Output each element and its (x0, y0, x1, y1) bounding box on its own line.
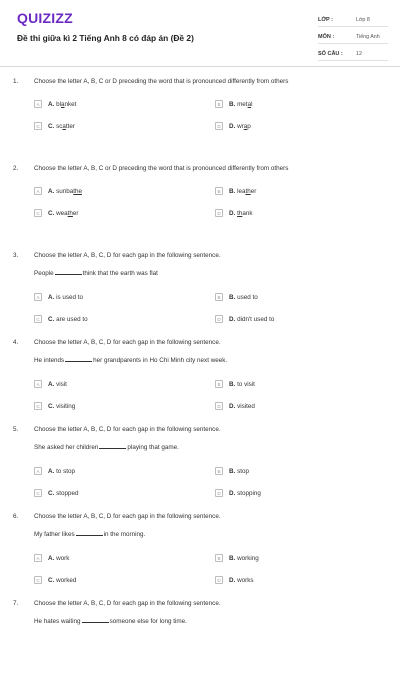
option-word-underlined: a (247, 100, 252, 108)
answer-option-a[interactable] (34, 465, 75, 477)
option-text (48, 316, 88, 323)
question-prompt: Choose the letter A, B, C, D for each gap in the following sentence. (34, 339, 221, 346)
option-letter: C. (48, 209, 55, 217)
option-word-pre: stopped (56, 489, 79, 497)
answer-option-b[interactable] (215, 98, 252, 110)
option-word-post: tter (65, 122, 75, 130)
option-word-pre: sc (56, 122, 63, 130)
question-number: 1. (13, 78, 19, 85)
meta-value: Lớp 8 (356, 16, 370, 23)
option-text (48, 294, 83, 301)
option-letter-box[interactable]: C (34, 402, 42, 410)
option-word-pre: to visit (237, 380, 255, 388)
option-word-pre: are used to (56, 315, 88, 323)
document-title: Đề thi giữa kì 2 Tiếng Anh 8 có đáp án (Đề 2) (17, 33, 194, 43)
option-word-post: nket (64, 100, 77, 108)
option-text (48, 555, 69, 562)
option-word-pre: is used to (56, 293, 84, 301)
option-word-post: er (250, 187, 257, 195)
question-prompt: Choose the letter A, B, C, D for each gap in the following sentence. (34, 513, 221, 520)
option-word-pre: work (56, 554, 70, 562)
option-letter: B. (229, 293, 236, 301)
option-letter-box[interactable]: A (34, 554, 42, 562)
question-sentence (34, 530, 145, 538)
option-word-pre: wr (237, 122, 244, 130)
question-item (0, 600, 400, 687)
sentence-before: She asked her children (34, 444, 99, 451)
option-letter-box[interactable]: C (34, 576, 42, 584)
option-text (48, 123, 75, 130)
option-text (48, 210, 79, 217)
option-word-pre: lea (237, 187, 246, 195)
option-text (229, 316, 274, 323)
option-word-underlined: a (62, 122, 66, 130)
option-word-pre: working (237, 554, 259, 562)
option-word-pre: used to (237, 293, 258, 301)
sentence-after: playing that game. (127, 444, 179, 451)
answer-option-b[interactable] (215, 465, 249, 477)
option-text (229, 381, 255, 388)
question-number: 6. (13, 513, 19, 520)
option-word-pre: stopping (237, 489, 261, 497)
option-text (48, 188, 82, 195)
answer-option-d[interactable] (215, 313, 274, 325)
answer-option-a[interactable] (34, 291, 83, 303)
answer-gap (65, 356, 92, 362)
option-text (229, 210, 252, 217)
meta-label: LỚP : (318, 16, 333, 23)
option-text (229, 101, 252, 108)
option-word-underlined: the (73, 187, 82, 195)
answer-gap (99, 443, 126, 449)
option-word-pre: visit (56, 380, 67, 388)
option-letter-box[interactable]: B (215, 380, 223, 388)
question-item (0, 78, 400, 165)
question-prompt: Choose the letter A, B, C or D preceding the word that is pronounced differently from others (34, 78, 289, 85)
question-sentence (34, 617, 187, 625)
answer-gap (76, 530, 103, 536)
option-word-post: l (251, 100, 253, 108)
meta-value: 12 (356, 50, 362, 57)
meta-label: MÔN : (318, 33, 335, 40)
option-letter: D. (229, 209, 236, 217)
option-letter-box[interactable]: C (34, 209, 42, 217)
sentence-after: someone else for long time. (109, 618, 187, 625)
question-number: 4. (13, 339, 19, 346)
question-sentence (34, 269, 158, 277)
sentence-before: My father likes (34, 531, 75, 538)
option-letter-box[interactable]: C (34, 489, 42, 497)
option-word-pre: wea (56, 209, 68, 217)
option-letter: B. (229, 100, 236, 108)
option-letter: D. (229, 402, 236, 410)
question-prompt: Choose the letter A, B, C, D for each gap in the following sentence. (34, 252, 221, 259)
answer-option-d[interactable] (215, 207, 252, 219)
option-letter: B. (229, 187, 236, 195)
option-letter-box[interactable]: D (215, 315, 223, 323)
option-word-post: p (247, 122, 251, 130)
answer-gap (55, 269, 82, 275)
option-text (229, 490, 261, 497)
question-sentence (34, 356, 227, 364)
option-text (48, 468, 75, 475)
option-letter-box[interactable]: D (215, 209, 223, 217)
option-word-pre: didn't used to (237, 315, 275, 323)
question-prompt: Choose the letter A, B, C or D preceding the word that is pronounced differently from others (34, 165, 289, 172)
answer-option-c[interactable] (34, 120, 75, 132)
question-sentence (34, 443, 179, 451)
option-letter: A. (48, 187, 55, 195)
question-item (0, 426, 400, 513)
meta-row-count (318, 47, 388, 61)
question-item (0, 252, 400, 339)
option-letter: D. (229, 315, 236, 323)
answer-gap (82, 617, 109, 623)
option-word-underlined: th (237, 209, 243, 217)
option-letter-box[interactable]: B (215, 467, 223, 475)
answer-option-b[interactable] (215, 552, 259, 564)
option-letter: C. (48, 315, 55, 323)
option-word-pre: visiting (56, 402, 76, 410)
answer-option-d[interactable] (215, 400, 255, 412)
option-word-pre: bl (56, 100, 61, 108)
answer-option-a[interactable] (34, 378, 67, 390)
option-word-pre: visited (237, 402, 255, 410)
option-text (229, 188, 256, 195)
meta-row-subject (318, 30, 388, 44)
option-word-underlined: a (243, 122, 248, 130)
option-letter-box[interactable]: A (34, 100, 42, 108)
option-text (229, 403, 255, 410)
option-letter: D. (229, 489, 236, 497)
option-word-underlined: th (245, 187, 251, 195)
answer-option-a[interactable] (34, 552, 69, 564)
question-item (0, 513, 400, 600)
option-letter-box[interactable]: A (34, 187, 42, 195)
option-letter: A. (48, 554, 55, 562)
option-word-pre: works (237, 576, 254, 584)
worksheet-header (0, 0, 400, 62)
option-letter: B. (229, 554, 236, 562)
question-item (0, 339, 400, 426)
question-number: 3. (13, 252, 19, 259)
sentence-after: her grandparents in Ho Chi Minh city next week. (93, 357, 228, 364)
answer-option-d[interactable] (215, 487, 261, 499)
option-word-pre: sunba (56, 187, 74, 195)
answer-option-c[interactable] (34, 400, 75, 412)
option-word-pre: stop (237, 467, 249, 475)
option-letter-box[interactable]: D (215, 489, 223, 497)
meta-row-class (318, 13, 388, 27)
option-word-pre: worked (56, 576, 77, 584)
option-word-post: ank (242, 209, 253, 217)
option-letter: C. (48, 402, 55, 410)
question-number: 5. (13, 426, 19, 433)
question-prompt: Choose the letter A, B, C, D for each gap in the following sentence. (34, 600, 221, 607)
question-item (0, 165, 400, 252)
answer-option-a[interactable] (34, 185, 82, 197)
option-letter-box[interactable]: A (34, 380, 42, 388)
answer-option-b[interactable] (215, 291, 258, 303)
answer-option-a[interactable] (34, 98, 76, 110)
option-letter-box[interactable]: A (34, 467, 42, 475)
question-number: 7. (13, 600, 19, 607)
option-text (48, 490, 78, 497)
option-text (48, 381, 67, 388)
option-text (48, 403, 75, 410)
option-letter-box[interactable]: C (34, 315, 42, 323)
sentence-before: He hates waiting (34, 618, 81, 625)
question-number: 2. (13, 165, 19, 172)
sentence-before: He intends (34, 357, 65, 364)
option-text (48, 101, 76, 108)
option-letter: A. (48, 293, 55, 301)
option-letter: C. (48, 489, 55, 497)
worksheet-meta (318, 13, 388, 64)
option-text (229, 123, 251, 130)
question-list (0, 78, 400, 687)
option-letter-box[interactable]: B (215, 293, 223, 301)
option-letter-box[interactable]: D (215, 576, 223, 584)
answer-option-c[interactable] (34, 207, 79, 219)
option-text (229, 555, 259, 562)
answer-option-d[interactable] (215, 574, 254, 586)
answer-option-c[interactable] (34, 574, 76, 586)
option-letter-box[interactable]: B (215, 554, 223, 562)
option-word-underlined: a (60, 100, 65, 108)
option-letter-box[interactable]: B (215, 100, 223, 108)
option-letter-box[interactable]: D (215, 402, 223, 410)
quizizz-logo[interactable]: QUIZIZZ (17, 10, 73, 26)
answer-option-b[interactable] (215, 185, 256, 197)
option-text (48, 577, 76, 584)
option-text (229, 577, 254, 584)
header-divider (0, 66, 400, 67)
option-letter: A. (48, 467, 55, 475)
meta-value: Tiếng Anh (356, 33, 380, 40)
option-letter: D. (229, 576, 236, 584)
option-letter: A. (48, 380, 55, 388)
option-letter: D. (229, 122, 236, 130)
option-letter: B. (229, 380, 236, 388)
option-letter-box[interactable]: A (34, 293, 42, 301)
option-letter-box[interactable]: C (34, 122, 42, 130)
option-letter: A. (48, 100, 55, 108)
sentence-after: think that the earth was flat (82, 270, 158, 277)
option-word-pre: to stop (56, 467, 75, 475)
option-letter-box[interactable]: D (215, 122, 223, 130)
answer-option-b[interactable] (215, 378, 255, 390)
sentence-before: People (34, 270, 54, 277)
option-word-underlined: th (67, 209, 73, 217)
answer-option-d[interactable] (215, 120, 251, 132)
option-word-post: er (72, 209, 79, 217)
question-prompt: Choose the letter A, B, C, D for each gap in the following sentence. (34, 426, 221, 433)
option-text (229, 294, 258, 301)
meta-label: SỐ CÂU : (318, 50, 343, 57)
option-letter-box[interactable]: B (215, 187, 223, 195)
answer-option-c[interactable] (34, 313, 88, 325)
option-letter: C. (48, 122, 55, 130)
sentence-after: in the morning. (103, 531, 146, 538)
option-letter: B. (229, 467, 236, 475)
option-text (229, 468, 249, 475)
option-word-pre: met (237, 100, 248, 108)
option-letter: C. (48, 576, 55, 584)
answer-option-c[interactable] (34, 487, 78, 499)
